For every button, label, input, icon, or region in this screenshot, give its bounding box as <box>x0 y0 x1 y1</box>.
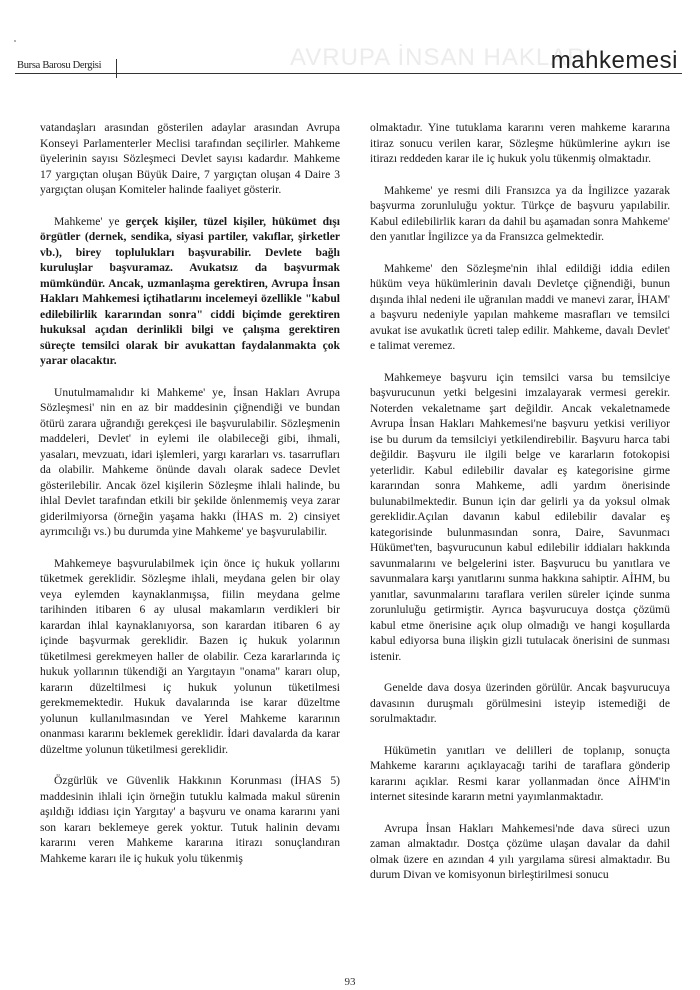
paragraph: Mahkeme' ye resmi dili Fransızca ya da İngilizce yazarak başvurma zorunluluğu yoktur. Türkçe de başvuru yapılabilir. Kabul edilebilirlik kararı da dahil bu aşamadan sonra Mahkeme' den yanıtlar İngilizce ya da Fransızca gelmektedir. <box>370 183 670 243</box>
paragraph: Mahkeme' den Sözleşme'nin ihlal edildiği iddia edilen hüküm veya hükümlerinin davalı Devletçe çiğnendiği, bunun dışında ihlal nedeni ile uğranılan maddi ve manevi zarar, İHAM' a başvuru nedeniyle yapılan mahkeme masrafları ve temsilci avukat ise avukatlık ücreti talep edilir. Mahkeme, davalı Devlet' e talimat veremez. <box>370 261 670 352</box>
paragraph-bold-text: gerçek kişiler, tüzel kişiler, hükümet dışı örgütler (dernek, sendika, siyasi partiler, vakıflar, şirketler vb.), birey toplulukları başvurabilir. Devlete bağlı kuruluşlar başvuramaz. Avukatsız da başvurmak mümkündür. Ancak, uzmanlaşma gerektiren, Avrupa İnsan Hakları Mahkemesi içtihatlarını incelemeyi özellikle "kabul edilebilirlik kararından sonra" ciddi biçimde gerektiren hukuksal açıdan derinlikli bilgi ve çalışma gerektiren süreçte temsilci olarak bir avukattan faydalanmakta çok yarar olacaktır. <box>40 214 340 367</box>
paragraph-lead: Mahkeme' ye <box>54 214 126 228</box>
paragraph: Mahkemeye başvurulabilmek için önce iç hukuk yollarını tüketmek gereklidir. Sözleşme ihlali, meydana gelen bir olay veya eylemden kaynaklanmışsa, fiilin meydana gelme tarihinden itibaren 6 ay ulusal makamların verdikleri bir karardan ihlal kaynaklanıyorsa, son karardan itibaren 6 ay içinde başvurmak gereklidir. Bazen iç hukuk yolarının tüketilmesi gerekmeyen haller de olabilir. Ceza kararlarında iç hukuk yollarının tükendiği an Yargıtayın "onama" kararı olup, kararın düzeltilmesi iç hukuk yolunun tüketilmesi gerekmemektedir. Hukuk davalarında ise karar düzeltme yolunun kullanılmasından ve Yerel Mahkeme kararının onanması kararını beklemek gereklidir. İdari davalarda da karar düzeltme yolunun tüketilmesi gereklidir. <box>40 556 340 756</box>
paragraph: Hükümetin yanıtları ve delilleri de toplanıp, sonuçta Mahkeme kararını açıklayacağı tarihi de taraflara gönderip kararını açıklar. Resmi karar yollanmadan önce AİHM'in internet sitesinde kararın metni yayımlanmaktadır. <box>370 743 670 803</box>
page-number: 93 <box>344 976 356 988</box>
paragraph: Avrupa İnsan Hakları Mahkemesi'nde dava süreci uzun zaman almaktadır. Dostça çözüme ulaşan davalar da dahil olmak üzere en azından 4 yılı yargılama süresi almaktadır. Bu durum Divan ve komisyonun birleştirilmesi sonucu <box>370 821 670 881</box>
right-column <box>370 120 670 899</box>
journal-title: Bursa Barosu Dergisi <box>17 60 102 71</box>
paragraph: Mahkemeye başvuru için temsilci varsa bu temsilciye başvurucunun yetki belgesini imzalayarak vermesi gerekir. Noterden vekaletname şart değildir. Ancak vekaletnamede Avrupa İnsan Hakları Mahkemesi'ne başvuru yetkisi veriliyor ise bu durum da temsilciyi yetkilendirebilir. Başvuru harca tabi değildir. Başvuru ile ilgili belge ve kararların fotokopisi yeterlidir. Kabul edilebilir davalar eş kategorisine girme kararından sonra Mahkeme, adli yardım önerisinde bulunabilmektedir. Bunun için dar gelirli ya da yoksul olmak gereklidir.Açılan davanın kabul edilebilir davalar eş kategorisinde bulunmasından sonra, Daire, Savunmacı Hükümet'ten, başvurucunun kabul edilebilir iddiaları hakkında savunmalarını ve belgelerini ister. Başvurucu bu yanıtlara ve savunmalara karşı yanıtlarını sunma hakkına sahiptir. AİHM, bu yanıtlar, savunmalarını taraflara verilen süreler içinde sunma zorunluluğu getirmiştir. Ayrıca başvurucuya dostça çözümü kabul etme önerisine açık olup olmadığı ve hangi koşullarda kabul ediyorsa buna ilişkin gizli tutulacak önerisini de sunması istenir. <box>370 370 670 663</box>
paragraph: vatandaşları arasından gösterilen adaylar arasından Avrupa Konseyi Parlamenterler Meclisi tarafından seçilirler. Mahkeme üyelerinin sayısı Sözleşmeci Devlet sayısı kadardır. Mahkeme 17 yargıçtan oluşan Büyük Daire, 7 yargıçtan oluşan 4 Daire 3 yargıçtan oluşan Komiteler halinde faaliyet gösterir. <box>40 121 340 196</box>
paragraph: Unutulmamalıdır ki Mahkeme' ye, İnsan Hakları Avrupa Sözleşmesi' nin en az bir maddesinin çiğnendiği ve bundan ötürü zarara uğrandığı gerekçesi ile başvurulabilir. Sözleşmenin maddeleri, Devlet' in eylemi ile olabileceği gibi, ihmali, yasaları, mevzuatı, idari işlemleri, yargı kararları vs. tasarrufları da olabilir. Mahkeme önünde davalı olarak sadece Devlet gösterilebilir. Ancak özel kişilerin Sözleşme ihlali halinde, bu ihlal Devlet tarafından etkili bir şekilde önlenmemiş veya zarar giderilmiyorsa (örneğin yaşama hakkı (İHAS m. 2) cinsiyet ayrımcılığı vs.) bu durumda yine Mahkeme' ye başvurulabilir. <box>40 385 340 538</box>
left-column <box>40 120 340 882</box>
section-title: mahkemesi <box>550 47 678 74</box>
scan-speck <box>14 40 16 42</box>
watermark-heading: AVRUPA İNSAN HAKLARI <box>290 44 594 71</box>
header-divider-tick <box>116 59 117 78</box>
paragraph: Özgürlük ve Güvenlik Hakkının Korunması (İHAS 5) maddesinin ihlali için örneğin tutuklu kalmada makul sürenin aşıldığı iddiası için Yargıtay' a başvuru ve onama kararını yani son kararı beklemeye gerek yoktur. Tutuk halinin devamı kararını veren Mahkeme kararına itirazı sonuçlandıran Mahkeme kararı ile iç hukuk yolu tükenmiş <box>40 774 340 865</box>
paragraph: Genelde dava dosya üzerinden görülür. Ancak başvurucuya davasının duruşmalı görülmesini isteyip istemediği de sorulmaktadır. <box>370 681 670 725</box>
paragraph: olmaktadır. Yine tutuklama kararını veren mahkeme kararına itiraz sonucu verilen karar, Sözleşme hükümlerine aykırı ise itirazı reddeden karar ile iç hukuk yolu tükenmiş olmaktadır. <box>370 121 670 165</box>
paragraph-eligibility <box>40 214 340 369</box>
page-header <box>0 0 700 80</box>
